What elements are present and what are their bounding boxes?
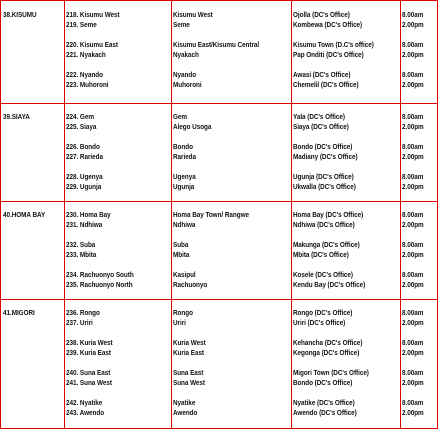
time-cell: 2.00pm bbox=[402, 250, 424, 259]
area-cell: Homa Bay Town/ Rangwe bbox=[173, 210, 249, 219]
venue-cell: Kosele (DC's Office) bbox=[293, 270, 353, 279]
county-name: 39.SIAYA bbox=[3, 112, 30, 121]
constituency-cell: 218. Kisumu West bbox=[66, 10, 120, 19]
area-cell: Nyatike bbox=[173, 398, 196, 407]
region-divider bbox=[1, 103, 437, 104]
column-divider bbox=[291, 1, 292, 428]
area-cell: Suna East bbox=[173, 368, 204, 377]
venue-cell: Awendo (DC's Office) bbox=[293, 408, 357, 417]
area-cell: Kuria East bbox=[173, 348, 205, 357]
time-cell: 8.00am bbox=[402, 240, 424, 249]
time-cell: 2.00pm bbox=[402, 378, 424, 387]
venue-cell: Ugunja (DC's Office) bbox=[293, 172, 354, 181]
area-cell: Rarieda bbox=[173, 152, 197, 161]
venue-cell: Rongo (DC's Office) bbox=[293, 308, 353, 317]
constituency-cell: 239. Kuria East bbox=[66, 348, 111, 357]
time-cell: 2.00pm bbox=[402, 408, 424, 417]
county-name: 41.MIGORI bbox=[3, 308, 35, 317]
venue-cell: Kehancha (DC's Office) bbox=[293, 338, 363, 347]
area-cell: Gem bbox=[173, 112, 188, 121]
time-cell: 2.00pm bbox=[402, 280, 424, 289]
constituency-cell: 230. Homa Bay bbox=[66, 210, 111, 219]
region-divider bbox=[1, 201, 437, 202]
constituency-cell: 226. Bondo bbox=[66, 142, 100, 151]
column-divider bbox=[64, 1, 65, 428]
county-name: 38.KISUMU bbox=[3, 10, 37, 19]
time-cell: 8.00am bbox=[402, 112, 424, 121]
area-cell: Ugunja bbox=[173, 182, 195, 191]
venue-cell: Kendu Bay (DC's Office) bbox=[293, 280, 366, 289]
time-cell: 8.00am bbox=[402, 142, 424, 151]
column-divider bbox=[171, 1, 172, 428]
venue-cell: Ukwalla (DC's Office) bbox=[293, 182, 356, 191]
venue-cell: Chemelil (DC's Office) bbox=[293, 80, 359, 89]
constituency-cell: 232. Suba bbox=[66, 240, 96, 249]
area-cell: Rongo bbox=[173, 308, 193, 317]
time-cell: 8.00am bbox=[402, 398, 424, 407]
area-cell: Nyando bbox=[173, 70, 197, 79]
venue-cell: Madiany (DC's Office) bbox=[293, 152, 358, 161]
time-cell: 2.00pm bbox=[402, 318, 424, 327]
constituency-cell: 238. Kuria West bbox=[66, 338, 113, 347]
venue-cell: Ojolla (DC's Office) bbox=[293, 10, 350, 19]
time-cell: 2.00pm bbox=[402, 182, 424, 191]
constituency-cell: 233. Mbita bbox=[66, 250, 97, 259]
constituency-cell: 222. Nyando bbox=[66, 70, 103, 79]
venue-cell: Migori Town (DC's Office) bbox=[293, 368, 369, 377]
venue-cell: Ndhiwa (DC's Office) bbox=[293, 220, 355, 229]
constituency-cell: 236. Rongo bbox=[66, 308, 100, 317]
time-cell: 8.00am bbox=[402, 10, 424, 19]
time-cell: 8.00am bbox=[402, 270, 424, 279]
venue-cell: Kombewa (DC's Office) bbox=[293, 20, 363, 29]
area-cell: Alego Usoga bbox=[173, 122, 212, 131]
area-cell: Rachuonyo bbox=[173, 280, 208, 289]
time-cell: 2.00pm bbox=[402, 50, 424, 59]
constituency-cell: 219. Seme bbox=[66, 20, 97, 29]
constituency-cell: 234. Rachuonyo South bbox=[66, 270, 134, 279]
area-cell: Kuria West bbox=[173, 338, 206, 347]
area-cell: Seme bbox=[173, 20, 190, 29]
constituency-cell: 235. Rachuonyo North bbox=[66, 280, 133, 289]
time-cell: 8.00am bbox=[402, 308, 424, 317]
constituency-cell: 223. Muhoroni bbox=[66, 80, 109, 89]
constituency-cell: 228. Ugenya bbox=[66, 172, 103, 181]
venue-cell: Makunga (DC's Office) bbox=[293, 240, 360, 249]
column-divider bbox=[400, 1, 401, 428]
constituency-cell: 229. Ugunja bbox=[66, 182, 102, 191]
constituency-cell: 220. Kisumu East bbox=[66, 40, 118, 49]
venue-cell: Uriri (DC's Office) bbox=[293, 318, 346, 327]
area-cell: Suna West bbox=[173, 378, 205, 387]
time-cell: 2.00pm bbox=[402, 80, 424, 89]
constituency-cell: 224. Gem bbox=[66, 112, 94, 121]
time-cell: 8.00am bbox=[402, 70, 424, 79]
constituency-cell: 243. Awendo bbox=[66, 408, 105, 417]
time-cell: 8.00am bbox=[402, 368, 424, 377]
venue-cell: Mbita (DC's Office) bbox=[293, 250, 349, 259]
constituency-cell: 241. Suna West bbox=[66, 378, 112, 387]
area-cell: Kisumu East/Kisumu Central bbox=[173, 40, 260, 49]
time-cell: 2.00pm bbox=[402, 348, 424, 357]
constituency-cell: 231. Ndhiwa bbox=[66, 220, 103, 229]
venue-cell: Pap Onditi (DC's Office) bbox=[293, 50, 364, 59]
constituency-cell: 237. Uriri bbox=[66, 318, 93, 327]
area-cell: Kisumu West bbox=[173, 10, 213, 19]
time-cell: 2.00pm bbox=[402, 152, 424, 161]
area-cell: Kasipul bbox=[173, 270, 196, 279]
venue-cell: Kegonga (DC's Office) bbox=[293, 348, 360, 357]
venue-cell: Bondo (DC's Office) bbox=[293, 378, 353, 387]
venue-cell: Nyatike (DC's Office) bbox=[293, 398, 355, 407]
time-cell: 8.00am bbox=[402, 210, 424, 219]
county-name: 40.HOMA BAY bbox=[3, 210, 46, 219]
constituency-cell: 221. Nyakach bbox=[66, 50, 106, 59]
time-cell: 8.00am bbox=[402, 172, 424, 181]
area-cell: Mbita bbox=[173, 250, 190, 259]
venue-cell: Bondo (DC's Office) bbox=[293, 142, 353, 151]
time-cell: 2.00pm bbox=[402, 122, 424, 131]
region-divider bbox=[1, 299, 437, 300]
venue-cell: Yala (DC's Office) bbox=[293, 112, 345, 121]
time-cell: 2.00pm bbox=[402, 20, 424, 29]
area-cell: Suba bbox=[173, 240, 189, 249]
area-cell: Ugenya bbox=[173, 172, 196, 181]
time-cell: 8.00am bbox=[402, 338, 424, 347]
area-cell: Nyakach bbox=[173, 50, 199, 59]
area-cell: Uriri bbox=[173, 318, 186, 327]
area-cell: Muhoroni bbox=[173, 80, 202, 89]
constituency-cell: 227. Rarieda bbox=[66, 152, 103, 161]
time-cell: 2.00pm bbox=[402, 220, 424, 229]
venue-cell: Siaya (DC's Office) bbox=[293, 122, 349, 131]
area-cell: Ndhiwa bbox=[173, 220, 196, 229]
venue-cell: Homa Bay (DC's Office) bbox=[293, 210, 364, 219]
constituency-cell: 240. Suna East bbox=[66, 368, 111, 377]
constituency-cell: 225. Siaya bbox=[66, 122, 97, 131]
area-cell: Awendo bbox=[173, 408, 198, 417]
area-cell: Bondo bbox=[173, 142, 193, 151]
time-cell: 8.00am bbox=[402, 40, 424, 49]
constituency-cell: 242. Nyatike bbox=[66, 398, 103, 407]
venue-cell: Awasi (DC's Office) bbox=[293, 70, 351, 79]
venue-cell: Kisumu Town (D.C's office) bbox=[293, 40, 374, 49]
